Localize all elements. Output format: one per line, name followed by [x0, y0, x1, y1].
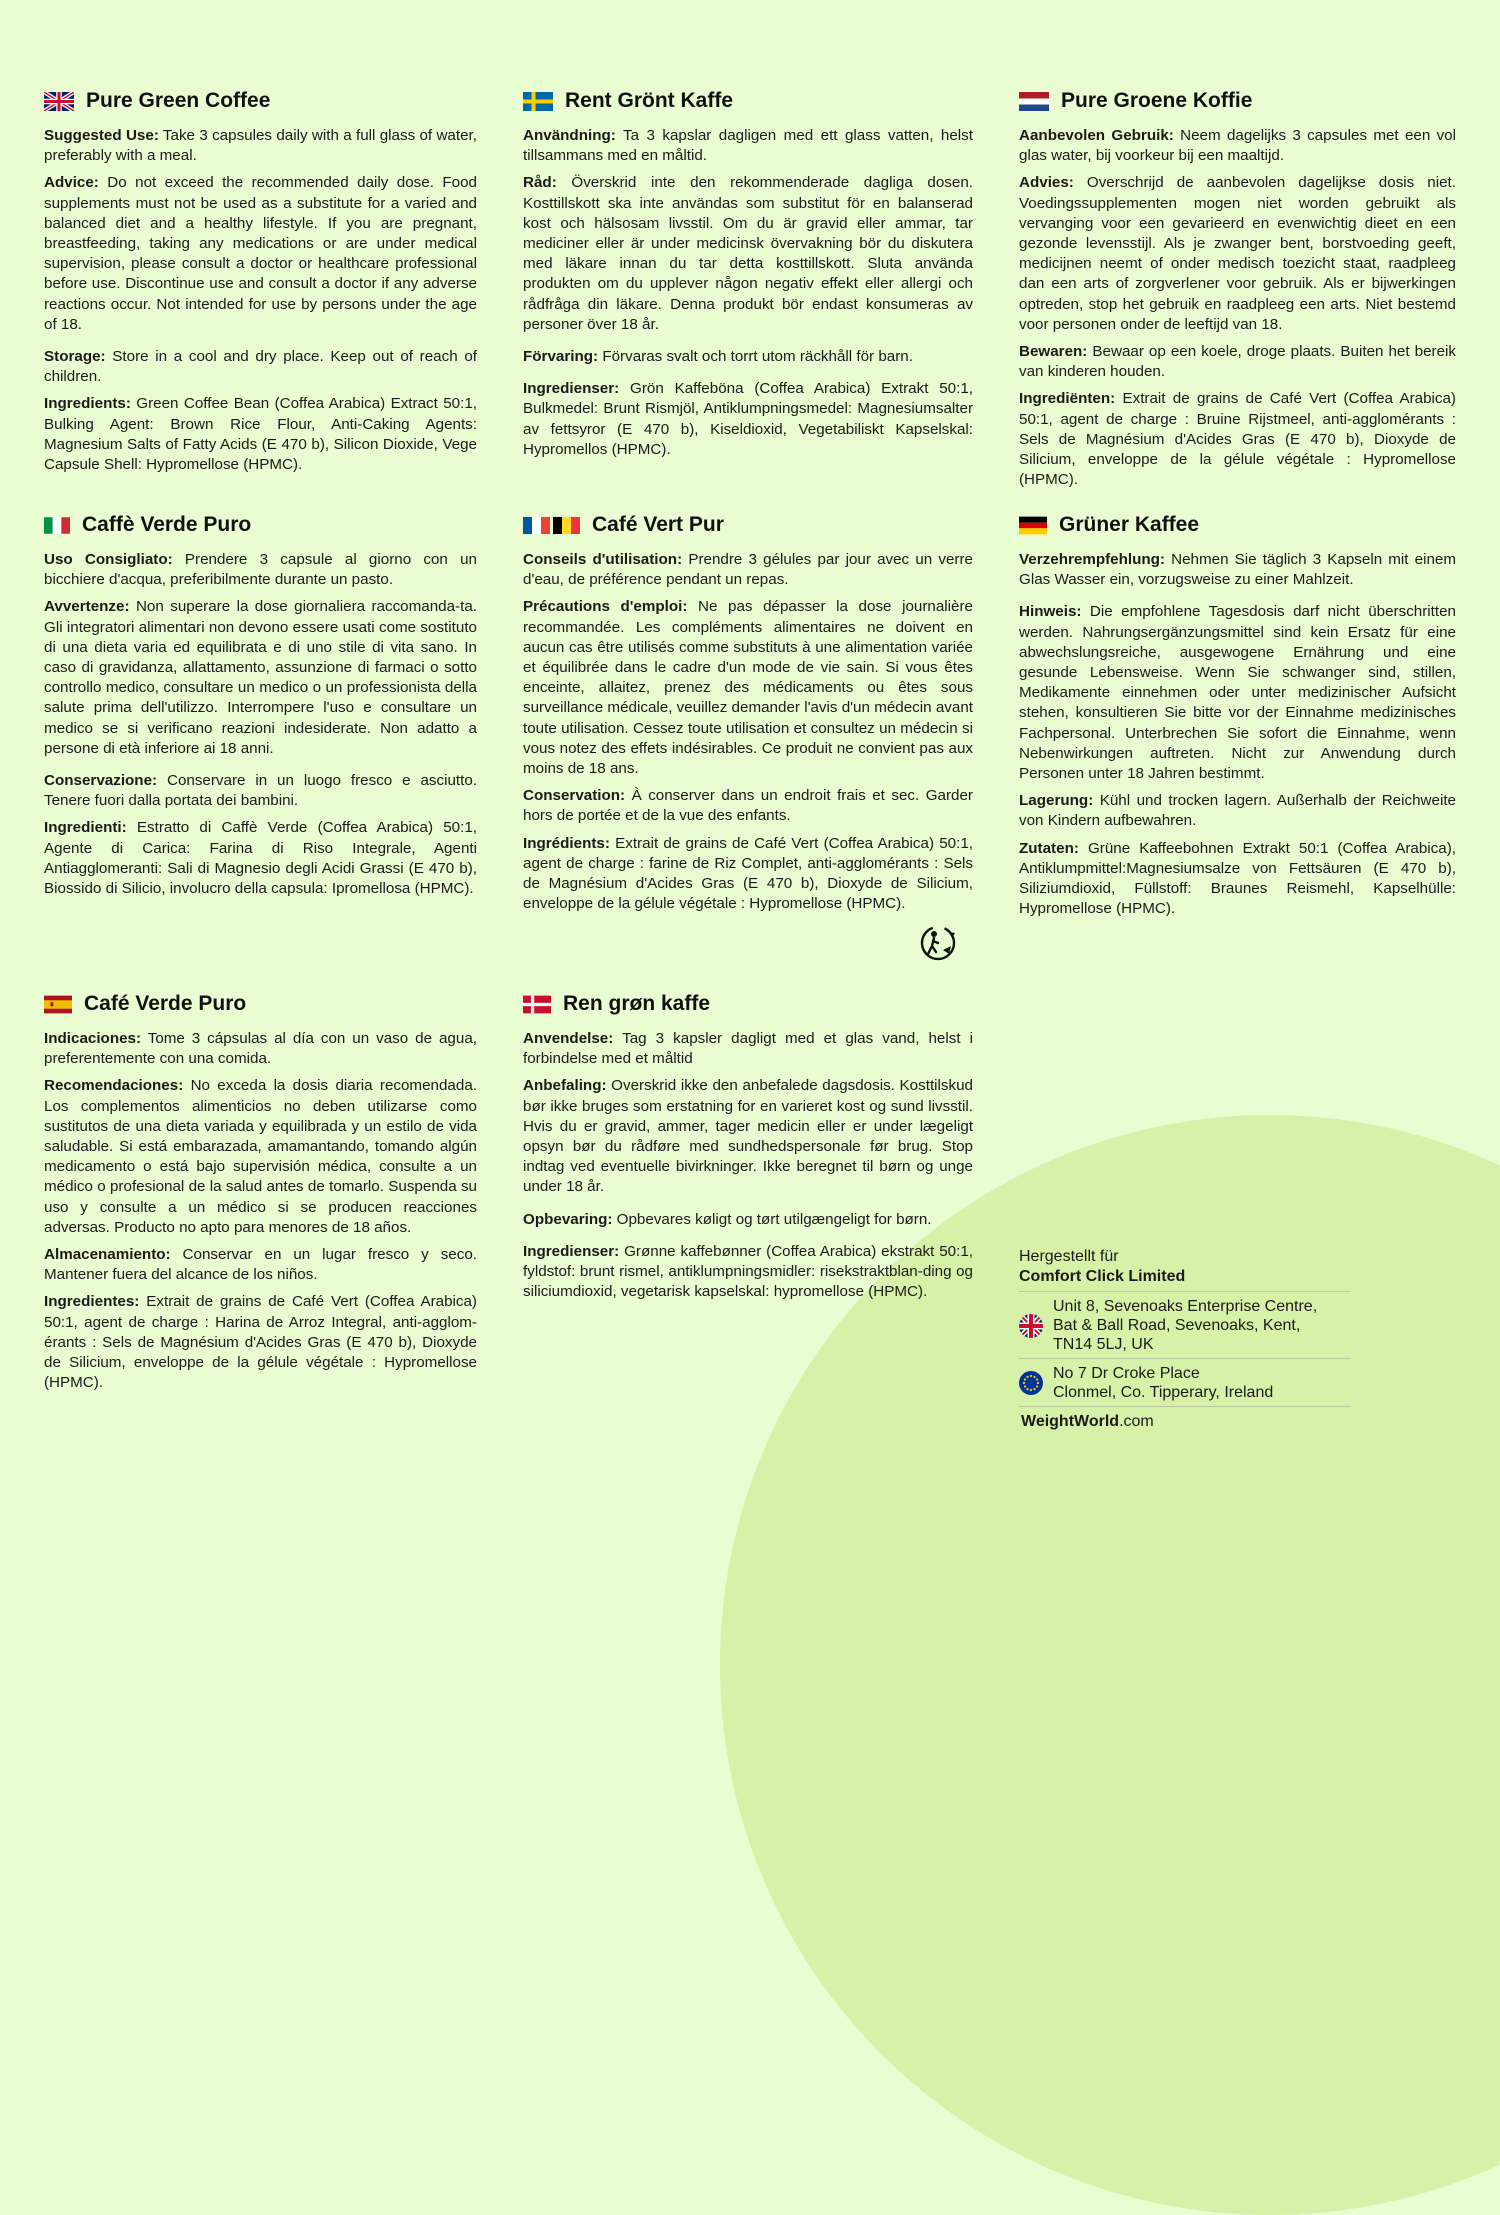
section-heading: [523, 991, 973, 1017]
france-flag-icon: [523, 516, 550, 535]
section-spanish: [44, 991, 477, 1400]
website: WeightWorld.com: [1019, 1406, 1351, 1431]
suggested-use: Anvendelse: Tag 3 kapsler dagligt med et glas vand, helst i forbindelse med et måltid: [523, 1030, 973, 1068]
ingredients: Ingredients: Green Coffee Bean (Coffea Arabica) Extract 50:1, Bulking Agent: Brown Rice Flour, Anti-Caking Agents: Magnesium Salts of Fatty Acids (E 470 b), Silicon Dioxide, Vege Capsule Shell: Hypromellose (HPMC).: [44, 395, 477, 474]
section-title: Café Verde Puro: [84, 992, 247, 1015]
spain-flag-icon: [44, 995, 72, 1014]
ingredients: Ingredienser: Grønne kaffebønner (Coffea Arabica) ekstrakt 50:1, fyldstof: brunt rismel, antiklumpningsmidler: risekstraktblan-ding og siliciumdioxid, vegetarisk kapselskal: hypromellose (HPMC).: [523, 1242, 973, 1301]
sweden-flag-icon: [523, 92, 553, 111]
ingredients: Ingredienser: Grön Kaffeböna (Coffea Arabica) Extrakt 50:1, Bulkmedel: Brunt Rismjöl, Antiklumpningsmedel: Magnesiumsalter av fettsyror (E 470 b), Kiseldioxid, Vegetabiliskt Kapselskal: Hypromellos (HPMC).: [523, 380, 973, 458]
uk-round-flag-icon: [1019, 1314, 1043, 1338]
section-title: Café Vert Pur: [592, 513, 724, 536]
suggested-use: Verzehrempfehlung: Nehmen Sie täglich 3 Kapseln mit einem Glas Wasser ein, vorzugsweise zu einer Mahlzeit.: [1019, 551, 1456, 589]
section-title: Pure Green Coffee: [86, 89, 271, 112]
section-heading: [44, 512, 477, 538]
suggested-use: Användning: Ta 3 kapslar dagligen med ett glass vatten, helst tillsammans med en måltid.: [523, 127, 973, 165]
section-heading: [523, 512, 973, 538]
address-line: Bat & Ball Road, Sevenoaks, Kent,: [1053, 1317, 1301, 1334]
denmark-flag-icon: [523, 995, 551, 1014]
section-swedish: [523, 88, 973, 467]
address-line: No 7 Dr Croke Place: [1053, 1365, 1200, 1382]
advice: Anbefaling: Overskrid ikke den anbefalede dagsdosis. Kosttilskud bør ikke bruges som erstatning for en varieret kost og sund livsstil. Hvis du er gravid, ammer, tager medicin eller er under lægeligt opsyn bør du rådføre med sundhedspersonale før brug. Stop indtag ved eventuelle bivirkninger. Ikke beregnet til børn og unge under 18 år.: [523, 1077, 973, 1196]
advice: Advies: Overschrijd de aanbevolen dagelijkse dosis niet. Voedingssupplementen mogen niet worden gebruikt als vervanging voor een gevarieerd en evenwichtig dieet en een gezonde levensstijl. Als je zwanger bent, borstvoeding geeft, medicijnen neemt of onder medisch toezicht staat, raadpleeg dan een arts of zorgverlener voor gebruik. Als er bijwerkingen optreden, stop het gebruik en raadpleeg een arts. Niet bestemd voor personen onder de leeftijd van 18.: [1019, 174, 1456, 333]
belgium-flag-icon: [553, 516, 580, 535]
section-english: [44, 88, 477, 482]
section-dutch: [1019, 88, 1456, 497]
made-for-label: Hergestellt für: [1019, 1248, 1119, 1265]
section-title: Pure Groene Koffie: [1061, 89, 1253, 112]
storage: Opbevaring: Opbevares køligt og tørt utilgængeligt for børn.: [523, 1210, 932, 1228]
suggested-use: Uso Consigliato: Prendere 3 capsule al giorno con un bicchiere d'acqua, preferibilmente durante un pasto.: [44, 551, 477, 589]
section-title: Rent Grönt Kaffe: [565, 89, 733, 112]
ingredients: Zutaten: Grüne Kaffeebohnen Extrakt 50:1 (Coffea Arabica), Antiklumpmittel:Magnesiumsalze von Fettsäuren (E 470 b), Siliziumdioxid, Füllstoff: Braunes Reismehl, Kapselhülle: Hypromellose (HPMC).: [1019, 839, 1456, 918]
section-italian: [44, 512, 477, 906]
section-heading: [44, 991, 477, 1017]
suggested-use: Indicaciones: Tome 3 cápsulas al día con un vaso de agua, preferentemente con una comida.: [44, 1030, 477, 1068]
storage: Conservation: À conserver dans un endroit frais et sec. Garder hors de portée et de la vue des enfants.: [523, 787, 973, 825]
address-line: TN14 5LJ, UK: [1053, 1336, 1154, 1353]
storage: Almacenamiento: Conservar en un lugar fresco y seco. Mantener fuera del alcance de los niños.: [44, 1246, 477, 1284]
ingredients: Ingrediënten: Extrait de grains de Café Vert (Coffea Arabica) 50:1, agent de charge : Bruine Rijstmeel, anti-agglomérants : Sels de Magnésium d'Acides Gras (E 470 b), Dioxyde de Silicium, enveloppe de la gélule végétale : Hypromellose (HPMC).: [1019, 390, 1456, 489]
section-title: Ren grøn kaffe: [563, 992, 711, 1015]
address-line: Unit 8, Sevenoaks Enterprise Centre,: [1053, 1298, 1318, 1315]
uk-flag-icon: [44, 92, 74, 111]
storage: Conservazione: Conservare in un luogo fresco e asciutto. Tenere fuori dalla portata dei bambini.: [44, 772, 477, 810]
section-danish: [523, 991, 973, 1309]
italy-flag-icon: [44, 516, 70, 535]
eu-address: [1019, 1358, 1351, 1406]
advice: Recomendaciones: No exceda la dosis diaria recomendada. Los complementos alimenticios no deben utilizarse como sustitutos de una dieta variada y equilibrada y un estilo de vida saludable. Si está embarazada, amamantando, tomando algún medicamento o está bajo supervisión médica, consulte a un médico o profesional de la salud antes de tomarlo. Suspenda su uso y consulte a un médico si se producen reacciones adversas. Producto no apto para menores de 18 años.: [44, 1077, 477, 1236]
storage: Förvaring: Förvaras svalt och torrt utom räckhåll för barn.: [523, 348, 913, 366]
ingredients: Ingrédients: Extrait de grains de Café Vert (Coffea Arabica) 50:1, agent de charge : farine de Riz Complet, anti-agglomérants : Sels de Magnésium d'Acides Gras (E 470 b), Dioxyde de Silicium, enveloppe de la gélule végétale : Hypromellose (HPMC).: [523, 834, 973, 913]
section-french: [523, 512, 973, 921]
uk-address: [1019, 1291, 1351, 1358]
storage: Storage: Store in a cool and dry place. Keep out of reach of children.: [44, 348, 477, 386]
address-line: Clonmel, Co. Tipperary, Ireland: [1053, 1384, 1274, 1401]
suggested-use: Aanbevolen Gebruik: Neem dagelijks 3 capsules met een vol glas water, bij voorkeur bij een maaltijd.: [1019, 127, 1456, 165]
suggested-use: Conseils d'utilisation: Prendre 3 gélules par jour avec un verre d'eau, de préférence pendant un repas.: [523, 551, 973, 589]
section-title: Caffè Verde Puro: [82, 513, 252, 536]
storage: Lagerung: Kühl und trocken lagern. Außerhalb der Reichweite von Kindern aufbewahren.: [1019, 792, 1456, 830]
company-name: Comfort Click Limited: [1019, 1268, 1186, 1285]
manufacturer-info: [1019, 1247, 1351, 1431]
advice: Hinweis: Die empfohlene Tagesdosis darf nicht überschritten werden. Nahrungsergänzungsmittel sind kein Ersatz für eine abwechslungsreiche, ausgewogene Ernährung und eine gesunde Lebensweise. Wenn Sie schwanger sind, stillen, Medikamente einnehmen oder unter medizinischer Aufsicht stehen, konsultieren Sie bitte vor der Einnahme medizinisches Fachpersonal. Unterbrechen Sie sofort die Einnahme, wenn Nebenwirkungen auftreten. Nicht zur Anwendung durch Personen unter 18 Jahren bestimmt.: [1019, 603, 1456, 783]
triman-recycle-icon: [917, 924, 959, 962]
netherlands-flag-icon: [1019, 92, 1049, 111]
advice: Råd: Överskrid inte den rekommenderade dagliga dosen. Kosttillskott ska inte användas som substitut för en balanserad kost och hälsosam livsstil. Om du är gravid eller ammar, tar mediciner eller är under medicinsk övervakning bör du diskutera med läkare innan du tar detta kosttillskott. Sluta använda produkten om du upplever någon negativ effekt eller allergi och rådfråga din läkare. Denna produkt bör endast konsumeras av personer över 18 år.: [523, 174, 973, 333]
eu-round-flag-icon: [1019, 1371, 1043, 1395]
section-heading: [523, 88, 973, 114]
germany-flag-icon: [1019, 516, 1047, 535]
storage: Bewaren: Bewaar op een koele, droge plaats. Buiten het bereik van kinderen houden.: [1019, 343, 1456, 381]
section-title: Grüner Kaffee: [1059, 513, 1200, 536]
section-german: [1019, 512, 1456, 926]
ingredients: Ingredienti: Estratto di Caffè Verde (Coffea Arabica) 50:1, Agente di Carica: Farina di Riso Integrale, Agenti Antiagglomeranti: Sali di Magnesio degli Acidi Grassi (E 470 b), Biossido di Silicio, involucro della capsula: Ipromellosa (HPMC).: [44, 819, 477, 898]
section-heading: [44, 88, 477, 114]
advice: Advice: Do not exceed the recommended daily dose. Food supplements must not be used as a substitute for a varied and balanced diet and a healthy lifestyle. If you are pregnant, breastfeeding, taking any medications or are under medical supervision, please consult a doctor or healthcare professional before use. Discontinue use and consult a doctor if any adverse reactions occur. Not intended for use by persons under the age of 18.: [44, 174, 477, 333]
section-heading: [1019, 512, 1456, 538]
ingredients: Ingredientes: Extrait de grains de Café Vert (Coffea Arabica) 50:1, agent de charge : Harina de Arroz Integral, anti-agglom-érants : Sels de Magnésium d'Acides Gras (E 470 b), Dioxyde de Silicium, enveloppe de la gélule végétale : Hypromellose (HPMC).: [44, 1293, 477, 1392]
section-heading: [1019, 88, 1456, 114]
advice: Avvertenze: Non superare la dose giornaliera raccomanda-ta. Gli integratori alimentari non devono essere usati come sostituto di una dieta varia ed equilibrata e di uno stile di vita sano. In caso di gravidanza, allattamento, assunzione di farmaci o sotto controllo medico, consultare un medico o un professionista della salute prima dell'utilizzo. Interrompere l'uso e consultare un medico se si verificano reazioni indesiderate. Non adatto a persone di età inferiore ai 18 anni.: [44, 598, 477, 757]
advice: Précautions d'emploi: Ne pas dépasser la dose journalière recommandée. Les compléments alimentaires ne doivent en aucun cas être utilisés comme substituts à une alimentation variée et équilibrée dans le cadre d'un mode de vie sain. Si vous êtes enceinte, allaitez, prenez des médicaments ou êtes sous surveillance médicale, veuillez demander l'avis d'un médecin avant toute utilisation. Cessez toute utilisation et consultez un médecin si vous notez des effets indésirables. Ce produit ne convient pas aux moins de 18 ans.: [523, 598, 973, 778]
suggested-use: Suggested Use: Take 3 capsules daily with a full glass of water, preferably with a meal.: [44, 127, 477, 165]
